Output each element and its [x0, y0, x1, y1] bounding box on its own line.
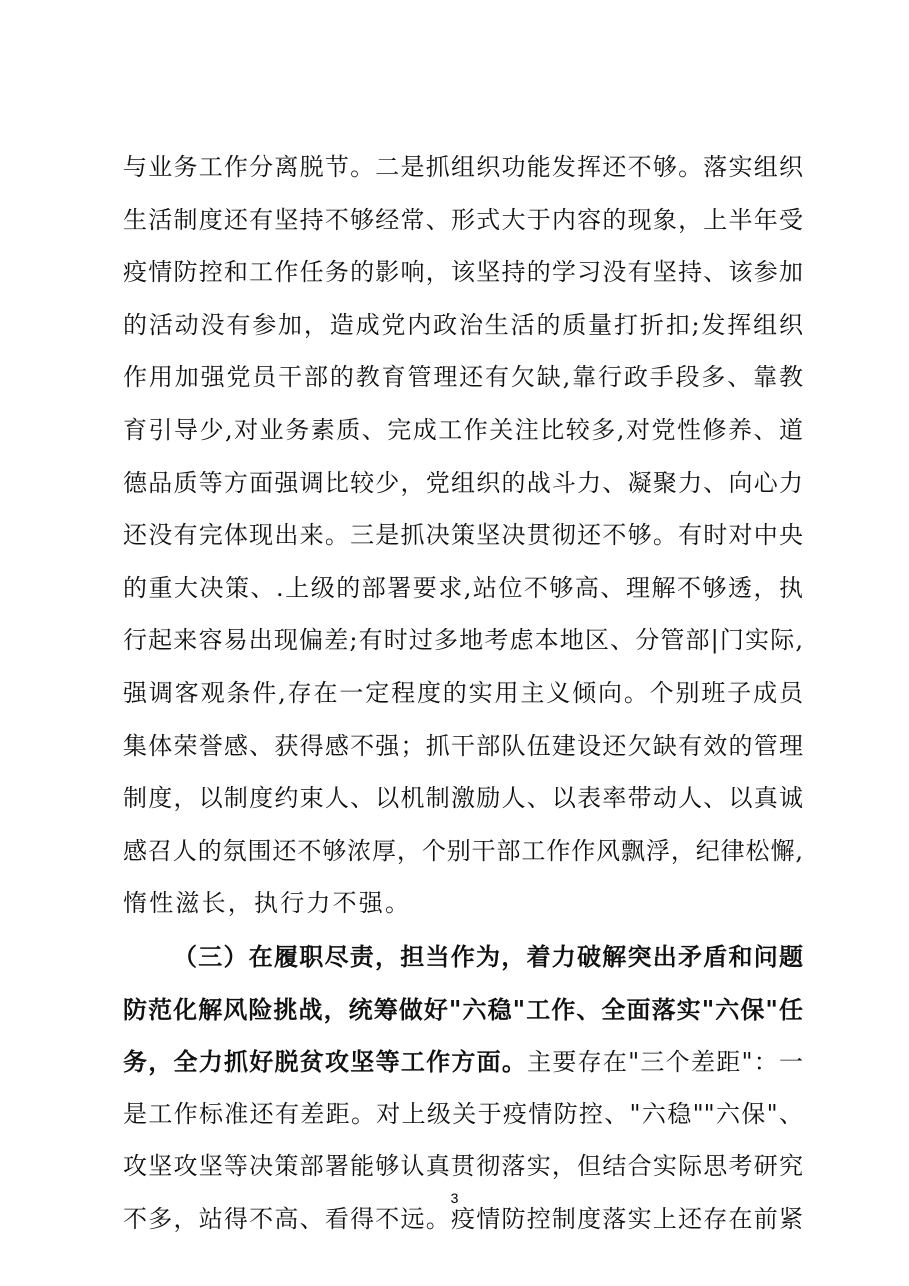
- text-line: 感召人的氛围还不够浓厚，个别干部工作作风飘浮，纪律松懈,: [123, 836, 803, 865]
- body-text: [123, 146, 803, 1250]
- text-run: 主要存在"三个差距"：一: [527, 1048, 803, 1077]
- text-line: 是工作标准还有差距。对上级关于疫情防控、"六稳""六保"、: [123, 1099, 803, 1128]
- section-heading-end: 务，全力抓好脱贫攻坚等工作方面。: [123, 1047, 528, 1077]
- text-line: 行起来容易出现偏差;有时过多地考虑本地区、分管部|门实际,: [123, 626, 803, 655]
- text-line: 的重大决策、.上级的部署要求,站位不够高、理解不够透，执: [123, 573, 803, 602]
- text-line: 作用加强党员干部的教育管理还有欠缺,靠行政手段多、靠教: [123, 363, 803, 392]
- text-line: 集体荣誉感、获得感不强；抓干部队伍建设还欠缺有效的管理: [123, 731, 803, 760]
- text-line: 制度，以制度约束人、以机制激励人、以表率带动人、以真诚: [123, 784, 803, 813]
- page-number: 3: [450, 1190, 459, 1206]
- text-line: 攻坚攻坚等决策部署能够认真贯彻落实，但结合实际思考研究: [123, 1152, 803, 1181]
- section-heading-line: （三）在履职尽责，担当作为，着力破解突出矛盾和问题: [173, 941, 803, 971]
- text-line: 疫情防控和工作任务的影响，该坚持的学习没有坚持、该参加: [123, 258, 803, 287]
- text-line: 强调客观条件,存在一定程度的实用主义倾向。个别班子成员: [123, 678, 803, 707]
- text-line: 还没有完体现出来。三是抓决策坚决贯彻还不够。有时对中央: [123, 521, 803, 550]
- text-line: 的活动没有参加，造成党内政治生活的质量打折扣;发挥组织: [123, 310, 803, 339]
- text-line: 惰性滋长，执行力不强。: [123, 889, 412, 918]
- mixed-text-line: [123, 1040, 803, 1093]
- text-line: 与业务工作分离脱节。二是抓组织功能发挥还不够。落实组织: [123, 153, 803, 181]
- text-line: 育引导少,对业务素质、完成工作关注比较多,对党性修养、道: [123, 415, 803, 444]
- text-line: 生活制度还有坚持不够经常、形式大于内容的现象，上半年受: [123, 205, 803, 234]
- section-heading-line: 防范化解风险挑战，统筹做好"六稳"工作、全面落实"六保"任: [123, 994, 803, 1024]
- text-line: 德品质等方面强调比较少，党组织的战斗力、凝聚力、向心力: [123, 468, 803, 497]
- text-line: 不多，站得不高、看得不远。疫情防控制度落实上还存在前紧: [123, 1204, 803, 1233]
